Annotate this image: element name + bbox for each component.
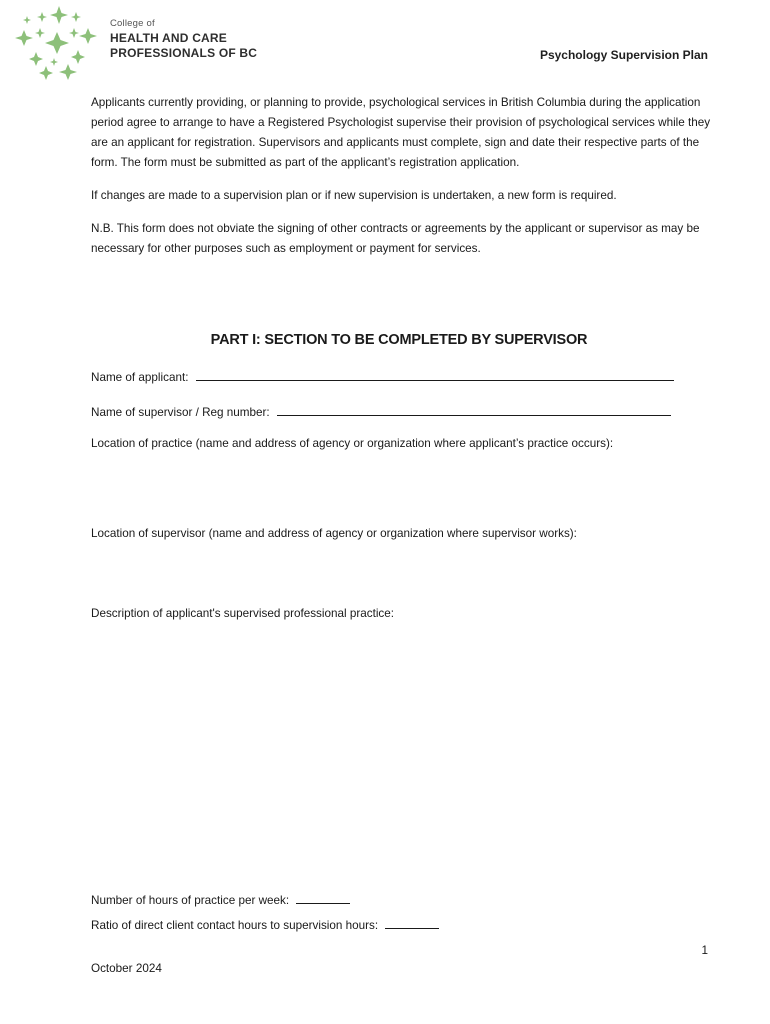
- org-name-line-2: HEALTH AND CARE: [110, 31, 227, 45]
- part-1-heading: PART I: SECTION TO BE COMPLETED BY SUPERVISOR: [210, 332, 588, 348]
- description-label: Description of applicant's supervised professional practice:: [91, 607, 395, 620]
- name-of-applicant-row: [91, 370, 674, 384]
- intro-paragraph-1: Applicants currently providing, or planning to provide, psychological services in British Columbia during the application period agree to arrange to have a Registered Psychologist supervise their provision of psychological services while they are an applicant for registration. Supervisors and applicants must complete, sign and date their respective parts of the form. The form must be submitted as part of the applicant’s registration application.: [91, 96, 711, 169]
- org-name-line-3: PROFESSIONALS OF BC: [110, 46, 258, 60]
- hours-per-week-label: Number of hours of practice per week:: [91, 894, 290, 907]
- location-of-practice-label: Location of practice (name and address of agency or organization where applicant’s practice occurs):: [91, 437, 614, 450]
- name-of-applicant-label: Name of applicant:: [91, 371, 189, 384]
- organization-name: [110, 18, 257, 61]
- name-of-supervisor-input[interactable]: [277, 405, 671, 416]
- intro-text: [91, 93, 713, 272]
- intro-paragraph-3: N.B. This form does not obviate the signing of other contracts or agreements by the applicant or supervisor as may be necessary for other purposes such as employment or payment for services.: [91, 222, 700, 255]
- org-name-line-1: College of: [110, 18, 155, 29]
- location-of-supervisor-label: Location of supervisor (name and address of agency or organization where supervisor works):: [91, 527, 577, 540]
- page-number: 1: [701, 944, 708, 957]
- contact-ratio-label: Ratio of direct client contact hours to supervision hours:: [91, 919, 379, 932]
- footer-date: October 2024: [91, 962, 162, 975]
- name-of-supervisor-label: Name of supervisor / Reg number:: [91, 406, 270, 419]
- document-title: Psychology Supervision Plan: [539, 48, 708, 62]
- contact-ratio-row: [91, 918, 439, 932]
- name-of-applicant-input[interactable]: [196, 370, 674, 381]
- college-logo-star-cluster-icon: [14, 4, 100, 84]
- intro-paragraph-2: If changes are made to a supervision plan or if new supervision is undertaken, a new form is required.: [91, 189, 617, 202]
- name-of-supervisor-row: [91, 405, 671, 419]
- hours-per-week-row: [91, 893, 350, 907]
- hours-per-week-input[interactable]: [296, 893, 350, 904]
- contact-ratio-input[interactable]: [385, 918, 439, 929]
